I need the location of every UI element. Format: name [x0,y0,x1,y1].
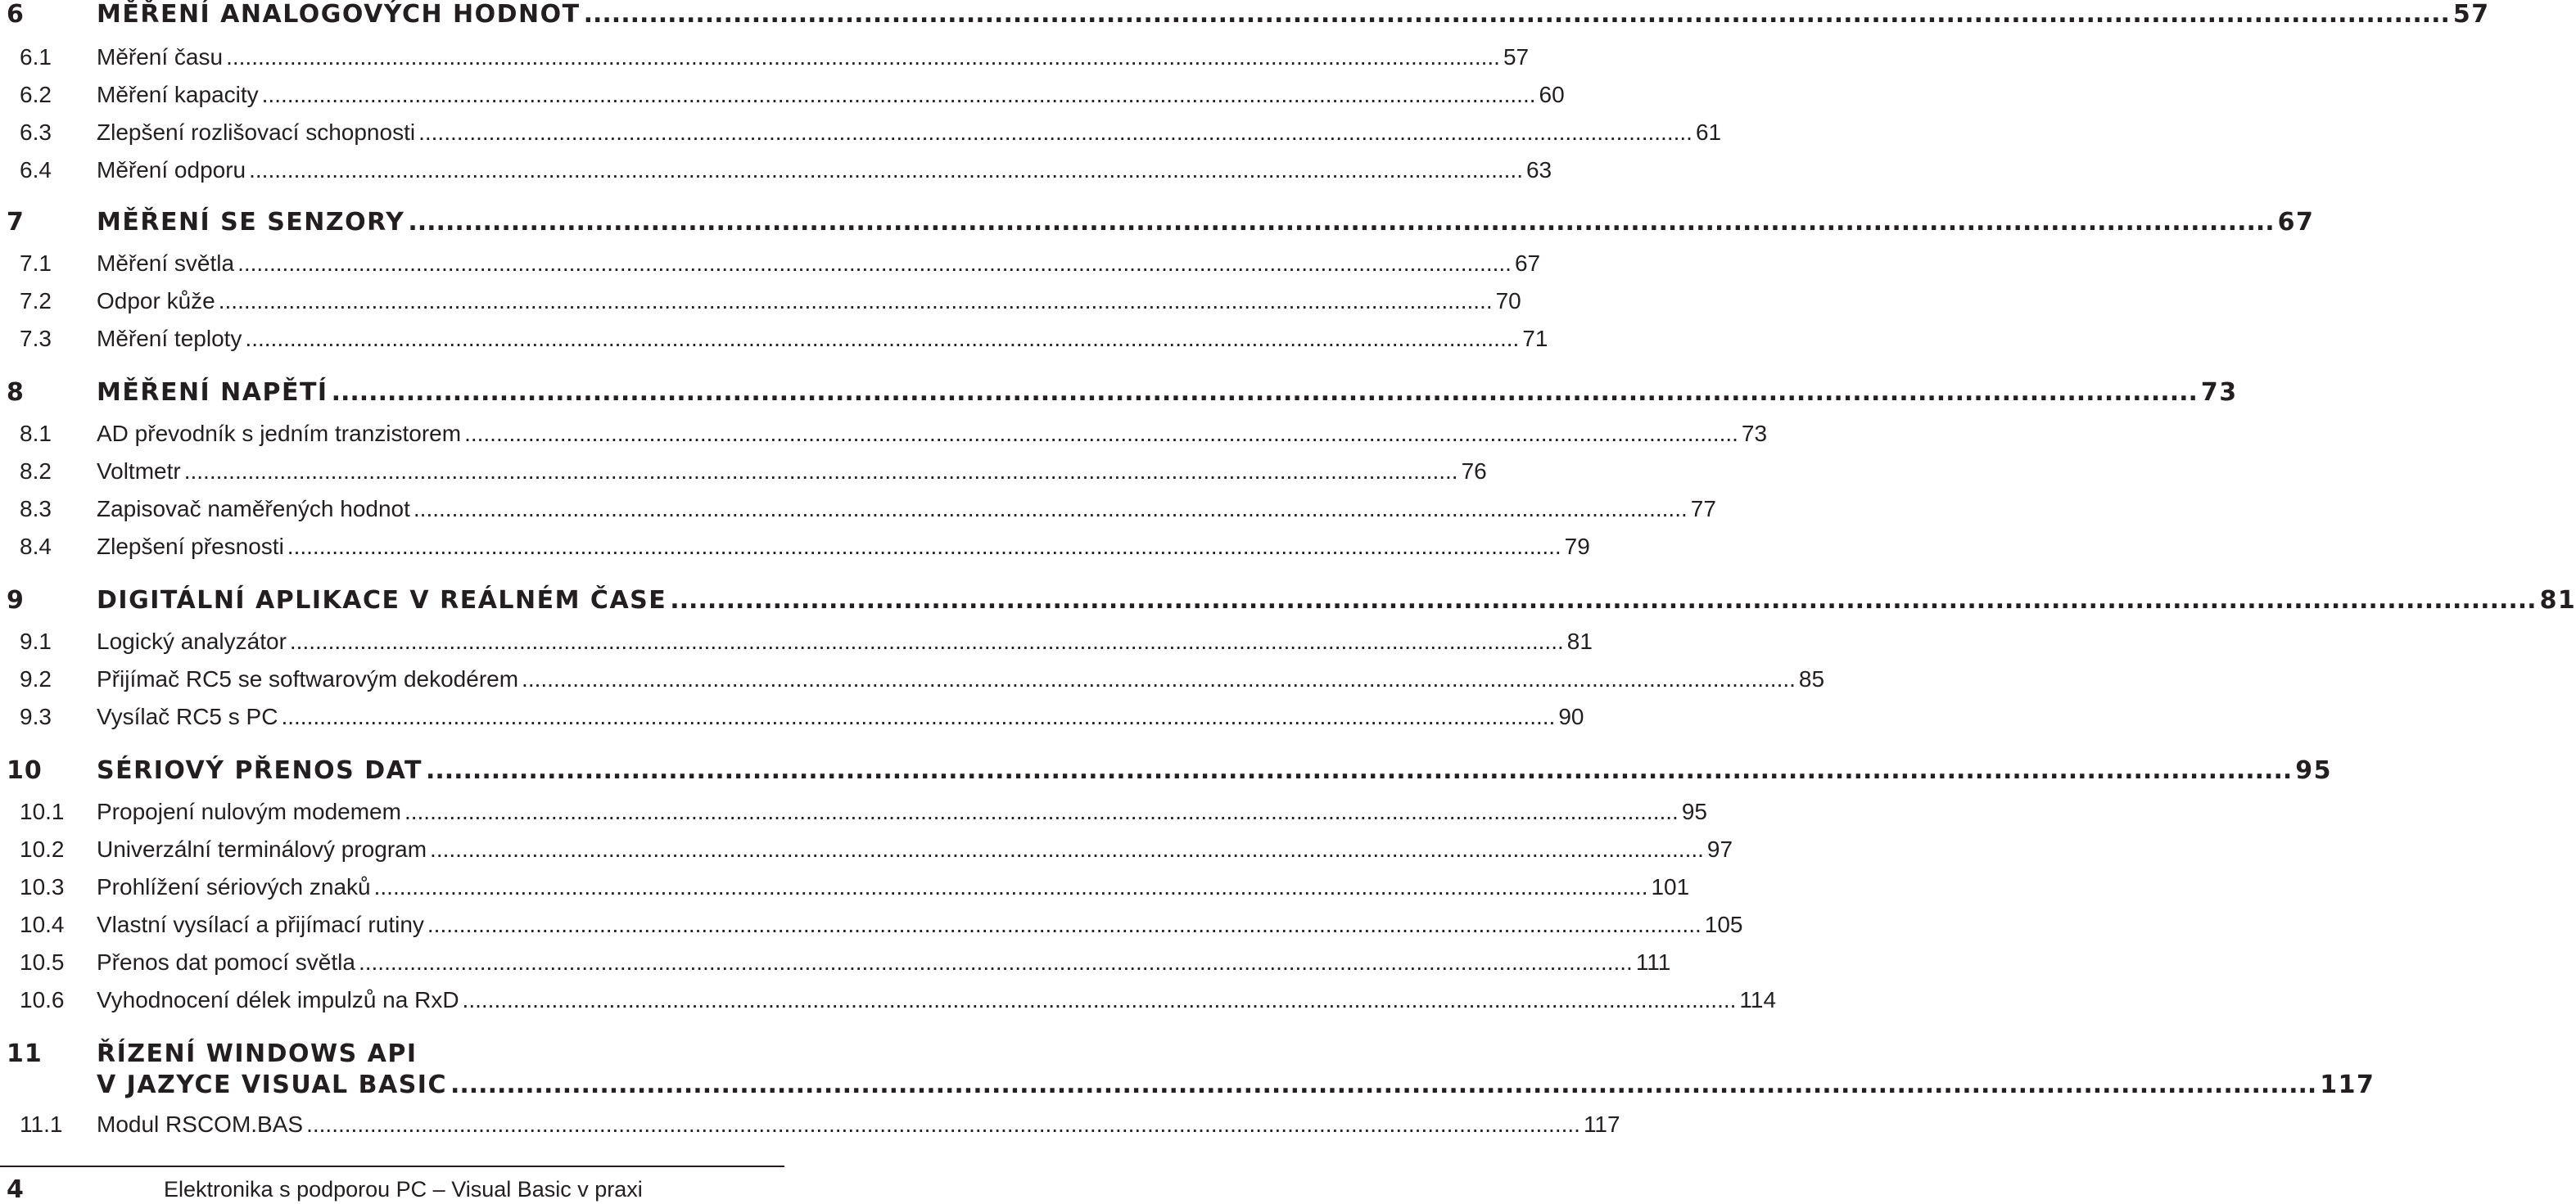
toc-entry-number: 11.1 [20,1112,63,1137]
toc-entry-title: Propojení nulovým modemem [97,799,401,824]
toc-entry-title: Zapisovač naměřených hodnot [97,496,410,521]
toc-dot-leader: ........................................................................................................................................................................................................ [450,1071,2317,1099]
toc-dot-leader: ........................................................................................................................................................................................................ [373,874,1648,900]
toc-dot-leader: ........................................................................................................................................................................................................ [226,44,1500,70]
toc-entry-page: 101 [1651,874,1690,900]
toc-entry-page: 73 [2200,378,2238,407]
toc-dot-leader: ........................................................................................................................................................................................................ [427,912,1702,937]
toc-entry-line [97,629,1593,655]
toc-entry-title: V JAZYCE VISUAL BASIC [97,1071,447,1099]
toc-entry-title: Vyhodnocení délek impulzů na RxD [97,987,459,1012]
toc-entry-line [97,1112,1620,1138]
toc-chapter-row [0,378,2238,411]
toc-entry-title: Univerzální terminálový program [97,836,427,862]
toc-entry-number: 6.2 [20,82,52,107]
toc-entry-page: 63 [1525,157,1552,183]
toc-section-row [0,157,1552,190]
toc-section-row [0,799,1707,832]
toc-entry-number: 10.6 [20,987,65,1012]
toc-entry-title: MĚŘENÍ SE SENZORY [97,208,405,237]
toc-section-row [0,119,1722,152]
toc-entry-line [97,756,2332,785]
toc-entry-number: 9.3 [20,704,52,729]
toc-entry-page: 81 [1566,629,1593,654]
toc-section-row [0,949,1671,982]
toc-entry-number: 10 [7,756,43,785]
toc-entry-line [97,157,1552,183]
toc-entry-page: 114 [1739,987,1777,1012]
toc-entry-number: 10.3 [20,874,65,900]
toc-entry-title: MĚŘENÍ NAPĚTÍ [97,378,328,407]
toc-section-row [0,534,1590,566]
toc-dot-leader: ........................................................................................................................................................................................................ [289,629,1564,654]
toc-entry-title: Měření světla [97,250,235,276]
toc-entry-number: 11 [7,1039,43,1068]
toc-entry-line [97,378,2238,407]
toc-entry-page: 60 [1539,82,1565,107]
toc-entry-title: DIGITÁLNÍ APLIKACE V REÁLNÉM ČASE [97,586,667,615]
toc-chapter-row [0,1039,2375,1099]
toc-section-row [0,666,1825,699]
toc-section-row [0,1112,1620,1144]
toc-entry-page: 117 [1583,1112,1620,1137]
toc-entry-title: AD převodník s jedním tranzistorem [97,421,462,446]
toc-section-row [0,836,1733,869]
toc-entry-line [97,82,1565,108]
toc-dot-leader: ........................................................................................................................................................................................................ [670,586,2537,615]
toc-entry-line [97,586,2576,615]
toc-section-row [0,288,1521,321]
toc-entry-number: 7.3 [20,326,52,351]
toc-entry-page: 61 [1695,119,1722,145]
toc-entry-page: 70 [1495,288,1521,313]
toc-entry-title: Prohlížení sériových znaků [97,874,371,900]
toc-entry-line [97,874,1690,900]
toc-chapter-row [0,208,2315,241]
toc-entry-title: Vlastní vysílací a přijímací rutiny [97,912,424,937]
toc-dot-leader: ........................................................................................................................................................................................................ [413,496,1688,521]
toc-entry-page: 79 [1564,534,1590,559]
toc-entry-title: MĚŘENÍ ANALOGOVÝCH HODNOT [97,0,581,29]
toc-entry-line [97,836,1733,863]
toc-entry-title: Voltmetr [97,458,181,484]
toc-dot-leader: ........................................................................................................................................................................................................ [306,1112,1580,1137]
toc-dot-leader: ........................................................................................................................................................................................................ [408,208,2275,237]
toc-section-row [0,458,1487,491]
toc-entry-number: 10.1 [20,799,65,824]
toc-chapter-row [0,586,2576,619]
toc-dot-leader: ........................................................................................................................................................................................................ [261,82,1536,107]
toc-entry-number: 9.2 [20,666,52,692]
toc-section-row [0,421,1768,453]
toc-entry-page: 76 [1461,458,1487,484]
toc-dot-leader: ........................................................................................................................................................................................................ [237,250,1512,276]
toc-entry-line [97,799,1707,825]
toc-entry-number: 10.2 [20,836,65,862]
toc-entry-number: 8.2 [20,458,52,484]
toc-entry-line [97,288,1521,314]
toc-entry-number: 9.1 [20,629,52,654]
toc-entry-number: 10.4 [20,912,65,937]
toc-dot-leader: ........................................................................................................................................................................................................ [249,157,1523,183]
footer-rule [0,1166,784,1167]
toc-entry-line [97,1071,2375,1099]
toc-entry-page: 95 [1681,799,1707,824]
toc-entry-title: Odpor kůže [97,288,215,313]
toc-entry-page: 71 [1522,326,1548,351]
toc-entry-page: 57 [1503,44,1530,70]
toc-dot-leader: ........................................................................................................................................................................................................ [331,378,2198,407]
toc-entry-number: 8.4 [20,534,52,559]
toc-chapter-row [0,0,2490,33]
toc-entry-number: 6 [7,0,25,29]
toc-dot-leader: ........................................................................................................................................................................................................ [583,0,2450,29]
toc-dot-leader: ........................................................................................................................................................................................................ [462,987,1737,1012]
toc-entry-line [97,119,1722,146]
toc-section-row [0,912,1743,945]
toc-dot-leader: ........................................................................................................................................................................................................ [404,799,1679,824]
toc-entry-number: 7.2 [20,288,52,313]
toc-entry-title: Měření času [97,44,224,70]
footer-book-title: Elektronika s podporou PC – Visual Basic v praxi [164,1177,643,1202]
toc-entry-line [97,458,1487,485]
toc-entry-line [97,496,1716,522]
toc-entry-number: 8.1 [20,421,52,446]
toc-entry-page: 85 [1798,666,1825,692]
toc-section-row [0,629,1593,661]
toc-section-row [0,874,1690,907]
toc-entry-page: 81 [2539,586,2576,615]
toc-dot-leader: ........................................................................................................................................................................................................ [464,421,1738,446]
toc-entry-title: SÉRIOVÝ PŘENOS DAT [97,756,423,785]
toc-entry-page: 111 [1635,949,1671,975]
toc-dot-leader: ........................................................................................................................................................................................................ [522,666,1796,692]
toc-entry-line [97,44,1530,70]
toc-entry-page: 117 [2320,1071,2375,1099]
toc-entry-title: Logický analyzátor [97,629,287,654]
toc-entry-number: 7 [7,208,25,237]
toc-entry-title: Vysílač RC5 s PC [97,704,278,729]
toc-section-row [0,82,1565,115]
toc-entry-title-line1: ŘÍZENÍ WINDOWS API [97,1039,418,1068]
toc-dot-leader: ........................................................................................................................................................................................................ [418,119,1692,145]
toc-entry-line [97,987,1777,1013]
toc-entry-title: Modul RSCOM.BAS [97,1112,304,1137]
toc-dot-leader: ........................................................................................................................................................................................................ [245,326,1520,351]
toc-entry-page: 105 [1704,912,1743,937]
toc-dot-leader: ........................................................................................................................................................................................................ [287,534,1561,559]
toc-entry-page: 67 [2277,208,2315,237]
toc-entry-number: 9 [7,586,25,615]
toc-entry-title: Přijímač RC5 se softwarovým dekodérem [97,666,519,692]
toc-section-row [0,44,1530,77]
toc-entry-page: 95 [2295,756,2332,785]
toc-entry-page: 73 [1741,421,1768,446]
toc-chapter-row [0,756,2332,789]
toc-entry-number: 10.5 [20,949,65,975]
toc-section-row [0,326,1548,358]
toc-entry-page: 97 [1706,836,1733,862]
toc-entry-line [97,534,1590,560]
toc-entry-page: 67 [1514,250,1541,276]
toc-dot-leader: ........................................................................................................................................................................................................ [183,458,1458,484]
toc-section-row [0,250,1541,283]
footer-page-number: 4 [7,1175,24,1204]
toc-entry-line [97,666,1825,692]
toc-entry-line [97,704,1584,730]
toc-entry-line [97,0,2490,29]
toc-entry-title: Přenos dat pomocí světla [97,949,355,975]
toc-entry-number: 8 [7,378,25,407]
toc-entry-line [97,208,2315,237]
toc-dot-leader: ........................................................................................................................................................................................................ [358,949,1633,975]
toc-entry-number: 6.4 [20,157,52,183]
toc-entry-title: Měření teploty [97,326,242,351]
toc-section-row [0,496,1716,529]
toc-entry-title: Měření odporu [97,157,246,183]
toc-dot-leader: ........................................................................................................................................................................................................ [218,288,1493,313]
toc-entry-number: 6.1 [20,44,52,70]
toc-entry-page: 77 [1690,496,1716,521]
toc-entry-page: 90 [1558,704,1584,729]
toc-entry-number: 7.1 [20,250,52,276]
toc-entry-line [97,250,1541,277]
toc-entry-number: 8.3 [20,496,52,521]
toc-dot-leader: ........................................................................................................................................................................................................ [430,836,1704,862]
toc-entry-title: Zlepšení přesnosti [97,534,284,559]
toc-entry-number: 6.3 [20,119,52,145]
toc-entry-line [97,912,1743,938]
toc-entry-line [97,949,1671,976]
toc-section-row [0,704,1584,737]
toc-dot-leader: ........................................................................................................................................................................................................ [425,756,2293,785]
toc-entry-title: Měření kapacity [97,82,259,107]
toc-section-row [0,987,1777,1020]
toc-entry-line [97,326,1548,352]
toc-entry-page: 57 [2452,0,2490,29]
toc-entry-line [97,421,1768,447]
toc-entry-title: Zlepšení rozlišovací schopnosti [97,119,416,145]
toc-dot-leader: ........................................................................................................................................................................................................ [281,704,1556,729]
